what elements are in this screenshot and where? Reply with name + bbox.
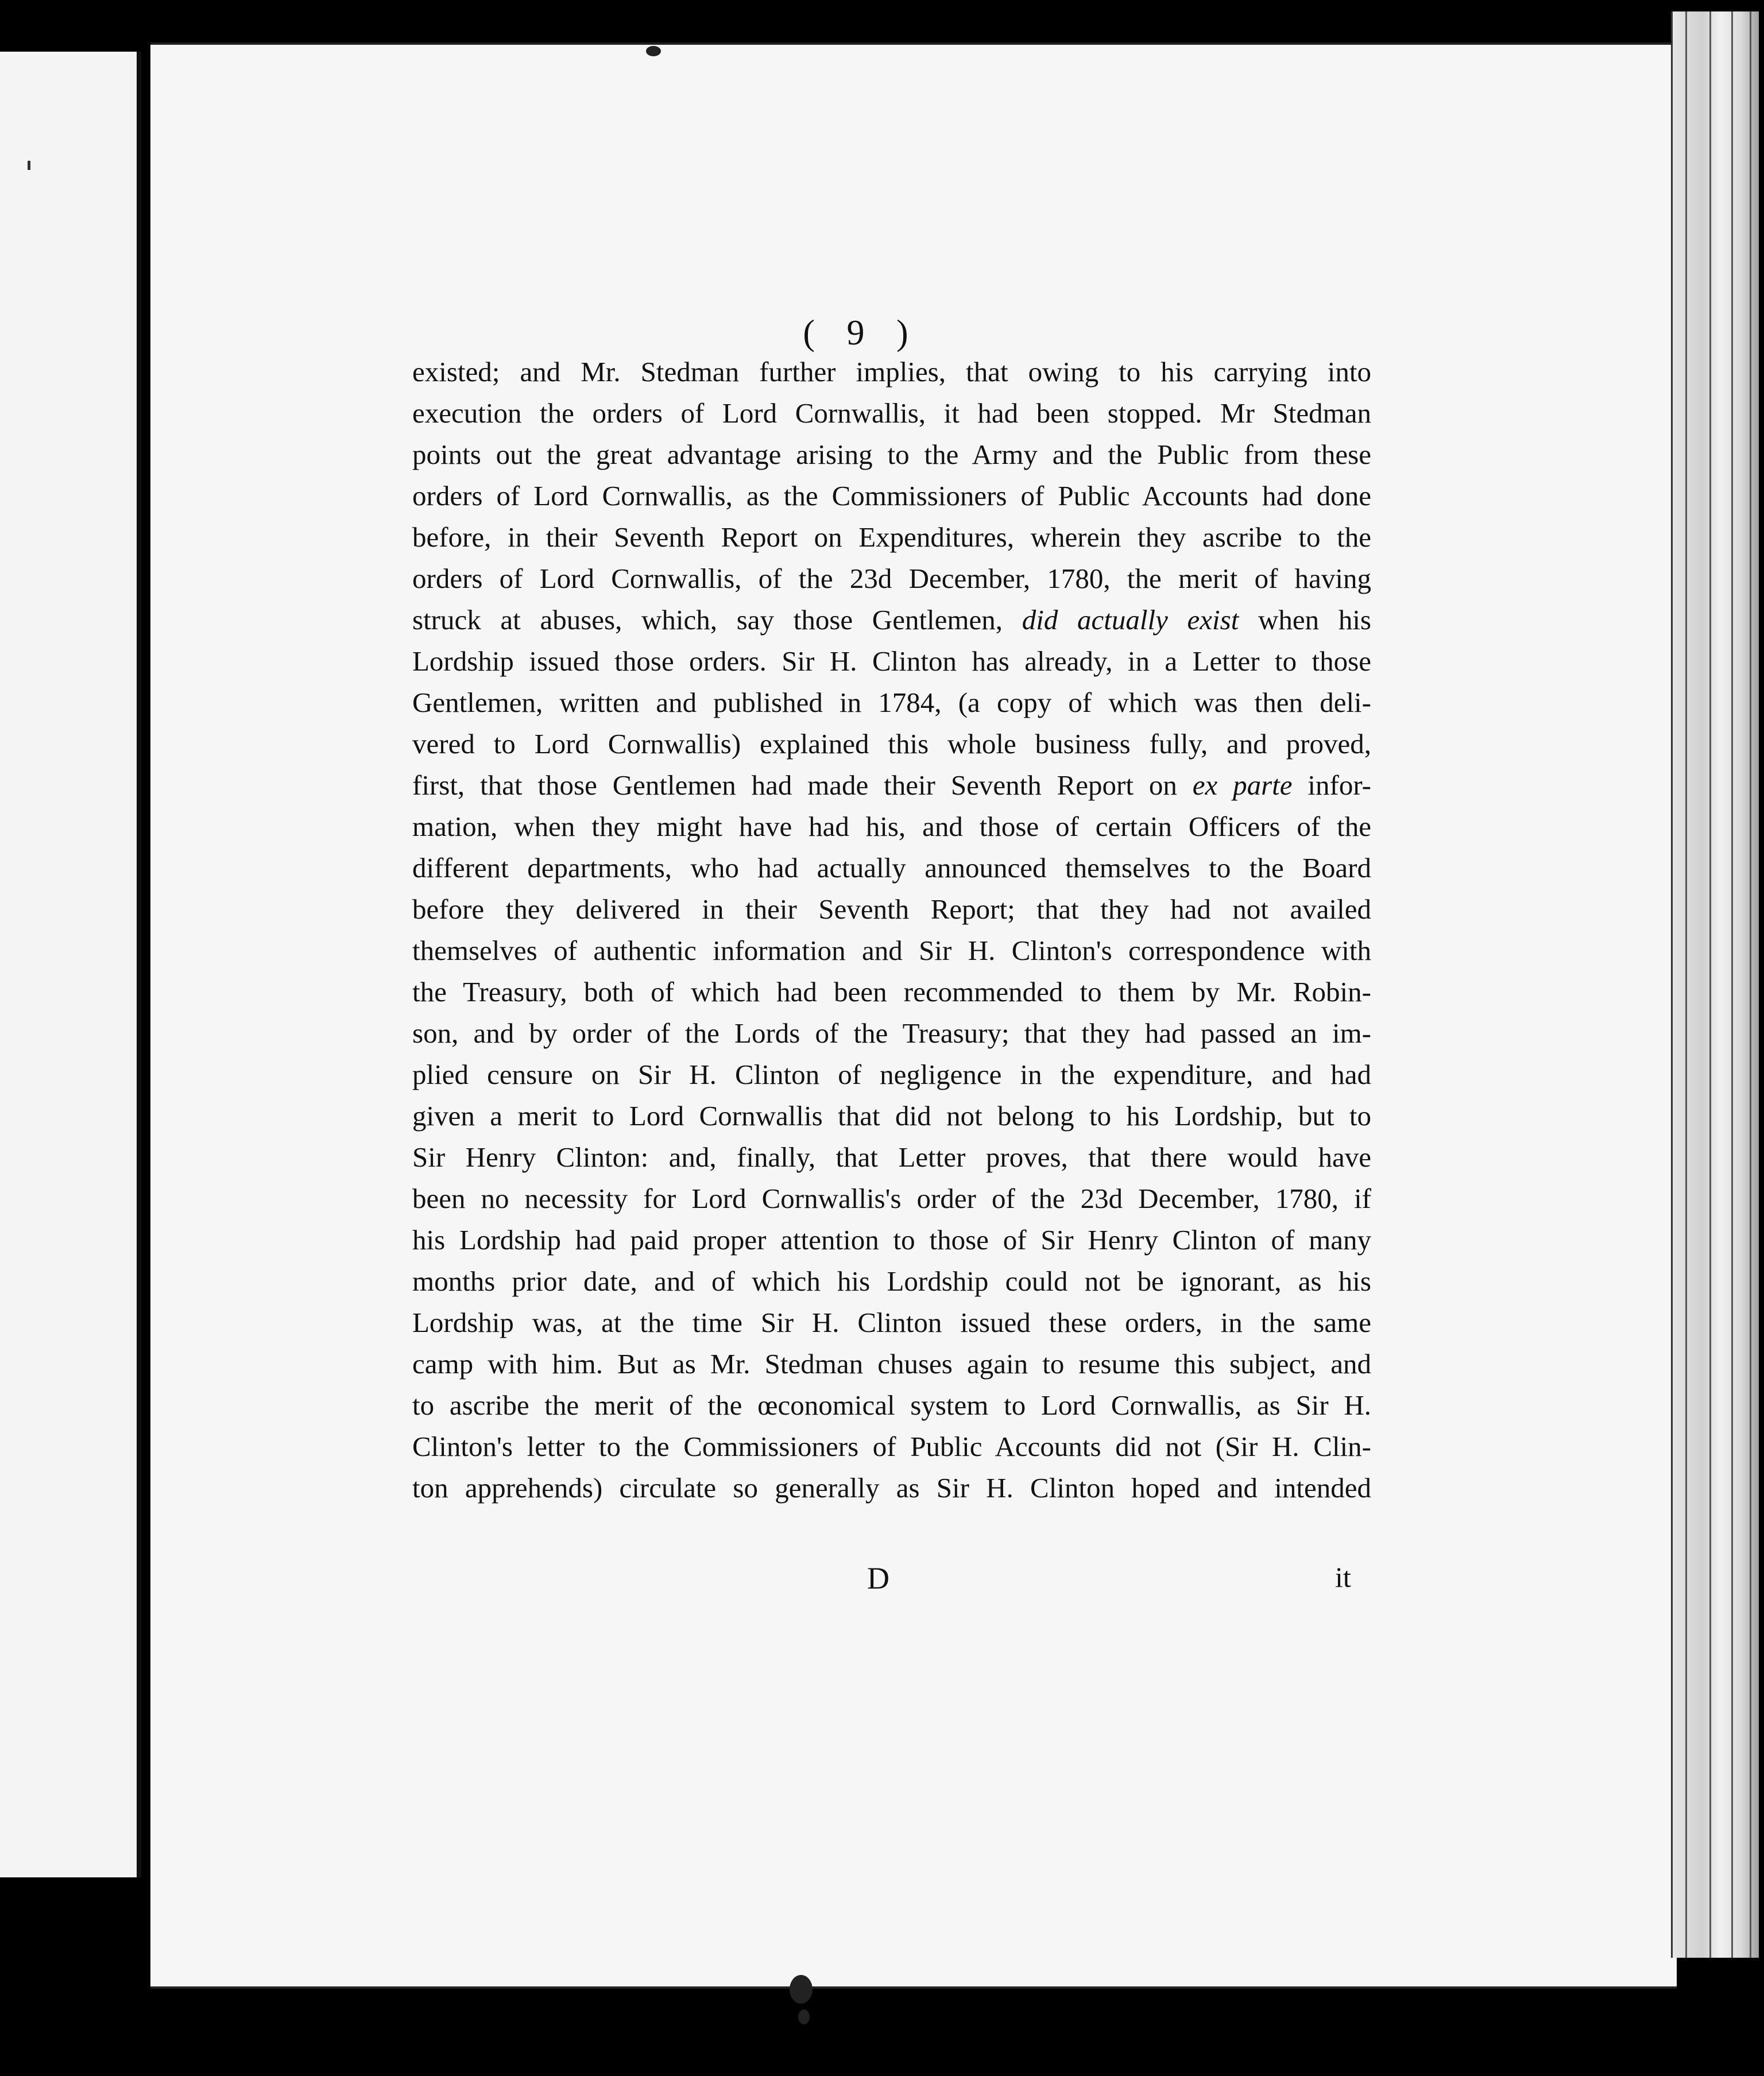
page-edge-binding [1671,11,1759,1958]
text-line: execution the orders of Lord Cornwallis, it had been stopped. Mr Stedman [412,397,1371,429]
text-line: vered to Lord Cornwallis) explained this whole business fully, and proved, [412,728,1371,760]
text-line: his Lordship had paid proper attention to those of Sir Henry Clinton of many [412,1224,1371,1256]
text-line: existed; and Mr. Stedman further implies, that owing to his carrying into [412,356,1371,388]
edge-stripe [1709,11,1711,1958]
text-line: first, that those Gentlemen had made their Seventh Report on ex parte infor- [412,769,1371,801]
text-line: camp with him. But as Mr. Stedman chuses again to resume this subject, and [412,1348,1371,1380]
text-line: Gentlemen, written and published in 1784, (a copy of which was then deli- [412,687,1371,718]
signature-mark: D [867,1561,889,1595]
text-line: themselves of authentic information and Sir H. Clinton's correspondence with [412,935,1371,966]
text-line: points out the great advantage arising to the Army and the Public from these [412,439,1371,470]
edge-stripe [1731,11,1733,1958]
left-page-edge [0,52,141,1877]
text-line: struck at abuses, which, say those Gentlemen, did actually exist when his [412,604,1372,636]
text-line: Sir Henry Clinton: and, finally, that Letter proves, that there would have [412,1141,1371,1173]
text-line: plied censure on Sir H. Clinton of negligence in the expenditure, and had [412,1059,1371,1090]
text-line: son, and by order of the Lords of the Treasury; that they had passed an im- [412,1017,1371,1049]
text-line: ton apprehends) circulate so generally as Sir H. Clinton hoped and intended [412,1472,1371,1504]
ink-blot [798,2009,810,2024]
text-line: to ascribe the merit of the œconomical system to Lord Cornwallis, as Sir H. [412,1389,1371,1421]
ink-blot [790,1975,813,2004]
ink-mark [28,161,30,170]
text-line: Lordship was, at the time Sir H. Clinton issued these orders, in the same [412,1307,1371,1338]
text-line: Lordship issued those orders. Sir H. Clinton has already, in a Letter to those [412,645,1371,677]
text-line: orders of Lord Cornwallis, of the 23d December, 1780, the merit of having [412,563,1371,594]
text-line: before, in their Seventh Report on Expenditures, wherein they ascribe to the [412,521,1371,553]
page-number: ( 9 ) [803,313,920,353]
text-line: Clinton's letter to the Commissioners of Public Accounts did not (Sir H. Clin- [412,1431,1371,1462]
catchword: it [1335,1561,1351,1593]
ink-blot [646,46,661,56]
edge-stripe [1685,11,1687,1958]
text-line: been no necessity for Lord Cornwallis's order of the 23d December, 1780, if [412,1183,1371,1214]
text-line: before they delivered in their Seventh Report; that they had not availed [412,893,1371,925]
edge-stripe [1750,11,1751,1958]
text-line: orders of Lord Cornwallis, as the Commissioners of Public Accounts had done [412,480,1371,512]
text-line: different departments, who had actually announced themselves to the Board [412,852,1371,884]
text-line: months prior date, and of which his Lordship could not be ignorant, as his [412,1265,1371,1297]
body-text [412,351,1371,1509]
text-line: given a merit to Lord Cornwallis that did not belong to his Lordship, but to [412,1100,1371,1132]
text-line: mation, when they might have had his, and those of certain Officers of the [412,811,1371,842]
text-line: the Treasury, both of which had been recommended to them by Mr. Robin- [412,976,1371,1008]
